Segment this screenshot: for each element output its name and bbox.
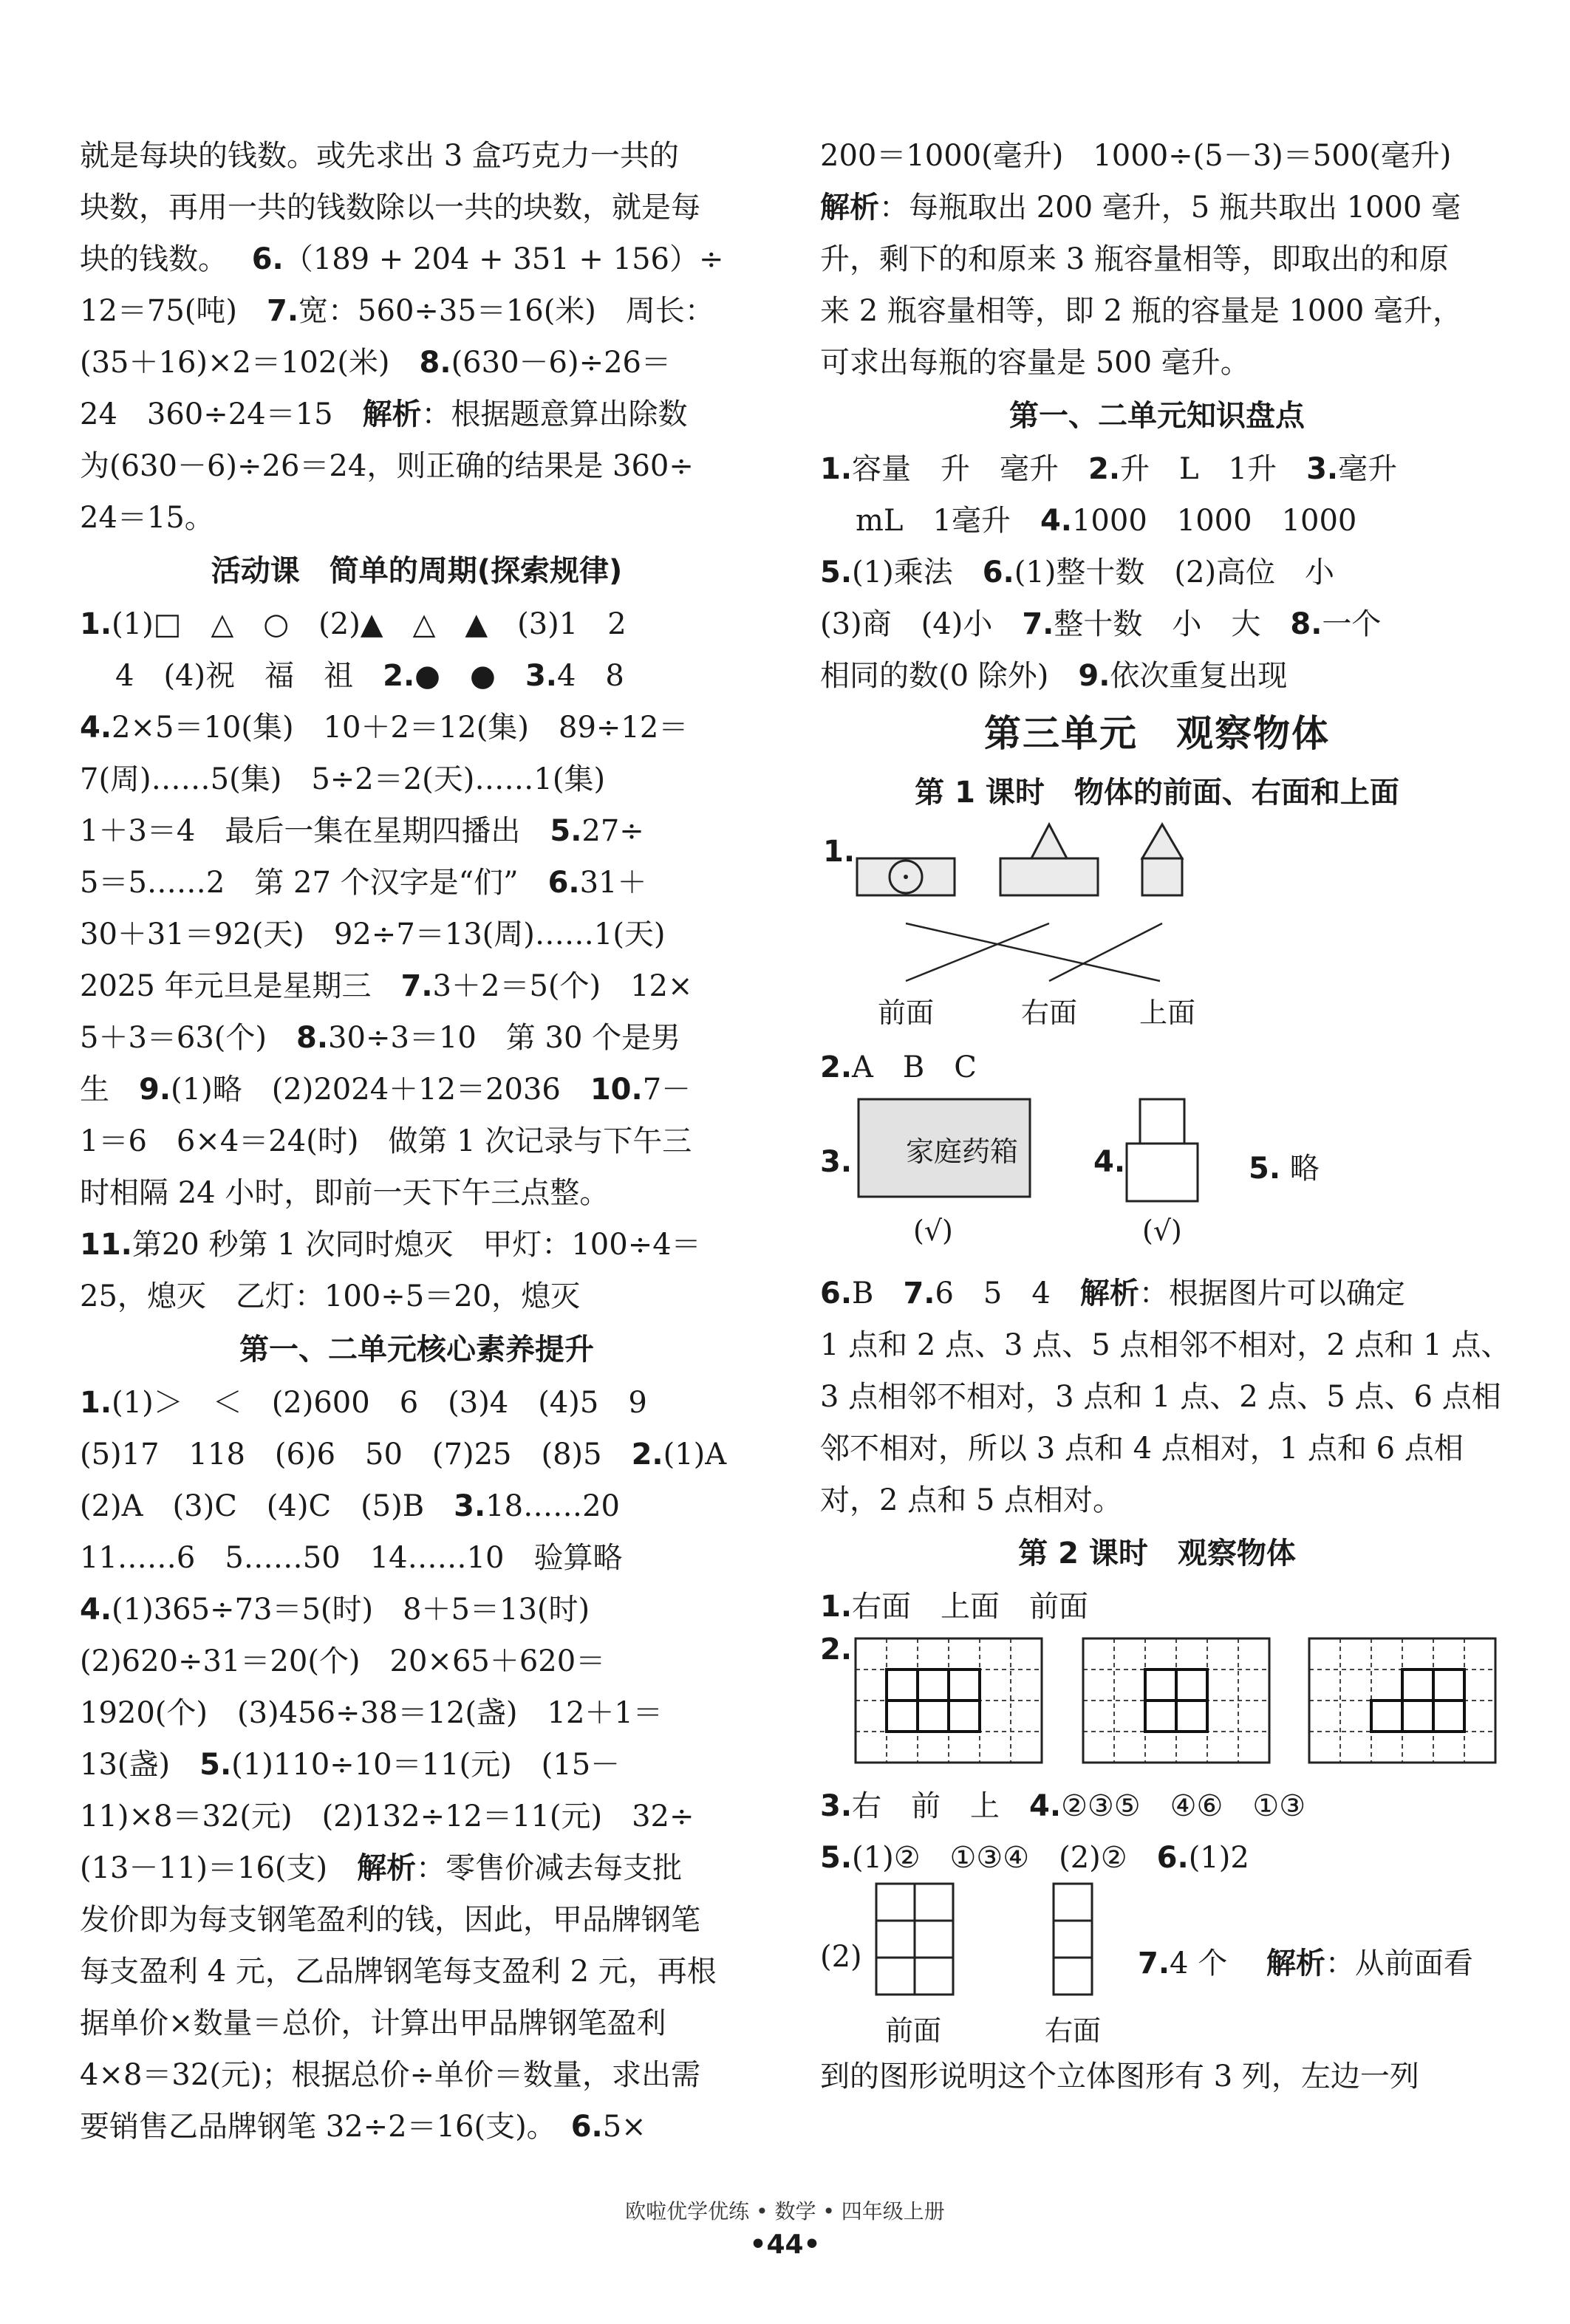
section-heading-activity: 活动课 简单的周期(探索规律) bbox=[211, 554, 623, 588]
q5-text: 5. 略 bbox=[1249, 1152, 1320, 1186]
text-line: 生 9.(1)略 (2)2024＋12＝2036 10.7－ bbox=[80, 1073, 692, 1107]
text-line: (5)17 118 (6)6 50 (7)25 (8)5 2.(1)A bbox=[80, 1438, 727, 1472]
text-line: 据单价×数量＝总价，计算出甲品牌钢笔盈利 bbox=[80, 2006, 666, 2040]
p5-label-right: 右面 bbox=[1045, 2014, 1102, 2047]
text-line: (2)A (3)C (4)C (5)B 3.18……20 bbox=[80, 1489, 620, 1523]
p5-sub-number: (2) bbox=[820, 1940, 862, 1974]
q1-label-front: 前面 bbox=[878, 997, 935, 1029]
text-line: 对，2 点和 5 点相对。 bbox=[820, 1483, 1123, 1517]
text-line: 块的钱数。 6.（189 + 204 + 351 + 156）÷ bbox=[80, 242, 724, 276]
text-line: 1.容量 升 毫升 2.升 L 1升 3.毫升 bbox=[820, 452, 1398, 486]
text-line: 每支盈利 4 元，乙品牌钢笔每支盈利 2 元，再根 bbox=[80, 1955, 717, 1989]
text-line: mL 1毫升 4.1000 1000 1000 bbox=[856, 504, 1357, 538]
q1-number: 1. bbox=[823, 835, 856, 869]
text-line: 5.(1)乘法 6.(1)整十数 (2)高位 小 bbox=[820, 556, 1335, 589]
text-line: 要销售乙品牌钢笔 32÷2＝16(支)。 6.5× bbox=[80, 2110, 646, 2144]
q1-label-right: 右面 bbox=[1021, 997, 1078, 1029]
q3-check: (√) bbox=[913, 1214, 953, 1247]
p5-answer-text: 7.4 个 解析：从前面看 bbox=[1138, 1947, 1473, 1980]
text-line: 为(630－6)÷26＝24，则正确的结果是 360÷ bbox=[80, 449, 694, 483]
page-number: •44• bbox=[749, 2229, 821, 2260]
text-line: 4 (4)祝 福 祖 2.● ● 3.4 8 bbox=[115, 659, 624, 693]
text-line: 1＋3＝4 最后一集在星期四播出 5.27÷ bbox=[80, 814, 644, 848]
text-line: 3.右 前 上 4.②③⑤ ④⑥ ①③ bbox=[820, 1789, 1306, 1823]
text-line: 12＝75(吨) 7.宽：560÷35＝16(米) 周长： bbox=[80, 294, 714, 328]
text-line: 1＝6 6×4＝24(时) 做第 1 次记录与下午三 bbox=[80, 1124, 692, 1158]
text-line: 5.(1)② ①③④ (2)② 6.(1)2 bbox=[820, 1841, 1249, 1875]
text-line: 2.A B C bbox=[820, 1050, 977, 1084]
text-line: 1.(1)＞ ＜ (2)600 6 (3)4 (4)5 9 bbox=[80, 1386, 647, 1420]
text-line: 5＋3＝63(个) 8.30÷3＝10 第 30 个是男 bbox=[80, 1021, 681, 1055]
text-line: 5＝5……2 第 27 个汉字是“们” 6.31＋ bbox=[80, 866, 647, 900]
lesson-heading-2: 第 2 课时 观察物体 bbox=[1018, 1537, 1296, 1571]
q4-check: (√) bbox=[1142, 1214, 1182, 1247]
text-line: 邻不相对，所以 3 点和 4 点相对，1 点和 6 点相 bbox=[820, 1432, 1464, 1466]
p2-grid-figure bbox=[820, 1633, 1494, 1780]
text-line: 25，熄灭 乙灯：100÷5＝20，熄灭 bbox=[80, 1279, 581, 1313]
q3-q5-figure bbox=[820, 1093, 1494, 1268]
text-line: 24 360÷24＝15 解析：根据题意算出除数 bbox=[80, 397, 688, 431]
text-line: (3)商 (4)小 7.整十数 小 大 8.一个 bbox=[820, 607, 1382, 641]
unit-heading: 第三单元 观察物体 bbox=[984, 712, 1330, 755]
p5-label-front: 前面 bbox=[885, 2014, 942, 2047]
text-line: 相同的数(0 除外) 9.依次重复出现 bbox=[820, 659, 1288, 693]
text-line: 解析：每瓶取出 200 毫升，5 瓶共取出 1000 毫 bbox=[820, 191, 1461, 225]
medicine-box-label: 家庭药箱 bbox=[906, 1135, 1019, 1168]
text-line: 块数，再用一共的钱数除以一共的块数，就是每 bbox=[80, 191, 700, 225]
text-line: 30＋31＝92(天) 92÷7＝13(周)……1(天) bbox=[80, 917, 666, 951]
text-line: 来 2 瓶容量相等，即 2 瓶的容量是 1000 毫升， bbox=[820, 294, 1462, 328]
text-line: (35＋16)×2＝102(米) 8.(630－6)÷26＝ bbox=[80, 346, 671, 380]
text-line: (2)620÷31＝20(个) 20×65＋620＝ bbox=[80, 1644, 606, 1678]
q1-label-top: 上面 bbox=[1139, 997, 1196, 1029]
right-column bbox=[820, 130, 1511, 2102]
text-line: 4×8＝32(元)；根据总价÷单价＝数量，求出需 bbox=[80, 2058, 701, 2092]
p2-grid-shapes bbox=[820, 1633, 1494, 1780]
text-line: 13(盏) 5.(1)110÷10＝11(元) (15－ bbox=[80, 1748, 621, 1782]
section-heading-core: 第一、二单元核心素养提升 bbox=[239, 1333, 594, 1367]
text-line: 4.2×5＝10(集) 10＋2＝12(集) 89÷12＝ bbox=[80, 711, 689, 745]
text-line: 11……6 5……50 14……10 验算略 bbox=[80, 1541, 623, 1575]
text-line: 2025 年元旦是星期三 7.3＋2＝5(个) 12× bbox=[80, 969, 693, 1003]
text-line: 200＝1000(毫升) 1000÷(5－3)＝500(毫升) bbox=[820, 139, 1452, 173]
lesson-heading-1: 第 1 课时 物体的前面、右面和上面 bbox=[915, 776, 1399, 810]
text-line: 1 点和 2 点、3 点、5 点相邻不相对，2 点和 1 点、 bbox=[820, 1328, 1511, 1362]
p2-number: 2. bbox=[820, 1633, 853, 1667]
text-line: 24＝15。 bbox=[80, 501, 214, 535]
footer-book-title: 欧啦优学优练 • 数学 • 四年级上册 bbox=[625, 2199, 945, 2224]
text-line: 6.B 7.6 5 4 解析：根据图片可以确定 bbox=[820, 1277, 1405, 1310]
text-line: 11)×8＝32(元) (2)132÷12＝11(元) 32÷ bbox=[80, 1800, 694, 1833]
q4-number: 4. bbox=[1093, 1145, 1126, 1179]
text-line: 可求出每瓶的容量是 500 毫升。 bbox=[820, 346, 1250, 380]
text-line: 7(周)……5(集) 5÷2＝2(天)……1(集) bbox=[80, 762, 606, 796]
text-line: 11.第20 秒第 1 次同时熄灭 甲灯：100÷4＝ bbox=[80, 1228, 701, 1262]
text-line: (13－11)＝16(支) 解析：零售价减去每支批 bbox=[80, 1851, 683, 1885]
text-line: 到的图形说明这个立体图形有 3 列，左边一列 bbox=[820, 2060, 1419, 2094]
text-line: 3 点相邻不相对，3 点和 1 点、2 点、5 点、6 点相 bbox=[820, 1380, 1501, 1414]
text-line: 就是每块的钱数。或先求出 3 盒巧克力一共的 bbox=[80, 139, 679, 173]
text-line: 升，剩下的和原来 3 瓶容量相等，即取出的和原 bbox=[820, 242, 1449, 276]
text-line: 发价即为每支钢笔盈利的钱，因此，甲品牌钢笔 bbox=[80, 1903, 700, 1937]
section-heading-review: 第一、二单元知识盘点 bbox=[1009, 399, 1305, 433]
p5-figure bbox=[820, 1884, 1494, 2051]
text-line: 4.(1)365÷73＝5(时) 8＋5＝13(时) bbox=[80, 1593, 590, 1627]
left-column bbox=[80, 130, 754, 2153]
text-line: 1.右面 上面 前面 bbox=[820, 1590, 1089, 1624]
text-line: 1920(个) (3)456÷38＝12(盏) 12＋1＝ bbox=[80, 1696, 663, 1730]
q3-number: 3. bbox=[820, 1145, 853, 1179]
text-line: 1.(1)□ △ ○ (2)▲ △ ▲ (3)1 2 bbox=[80, 607, 627, 641]
q1-matching-figure bbox=[820, 820, 1494, 1042]
text-line: 时相隔 24 小时，即前一天下午三点整。 bbox=[80, 1176, 610, 1210]
